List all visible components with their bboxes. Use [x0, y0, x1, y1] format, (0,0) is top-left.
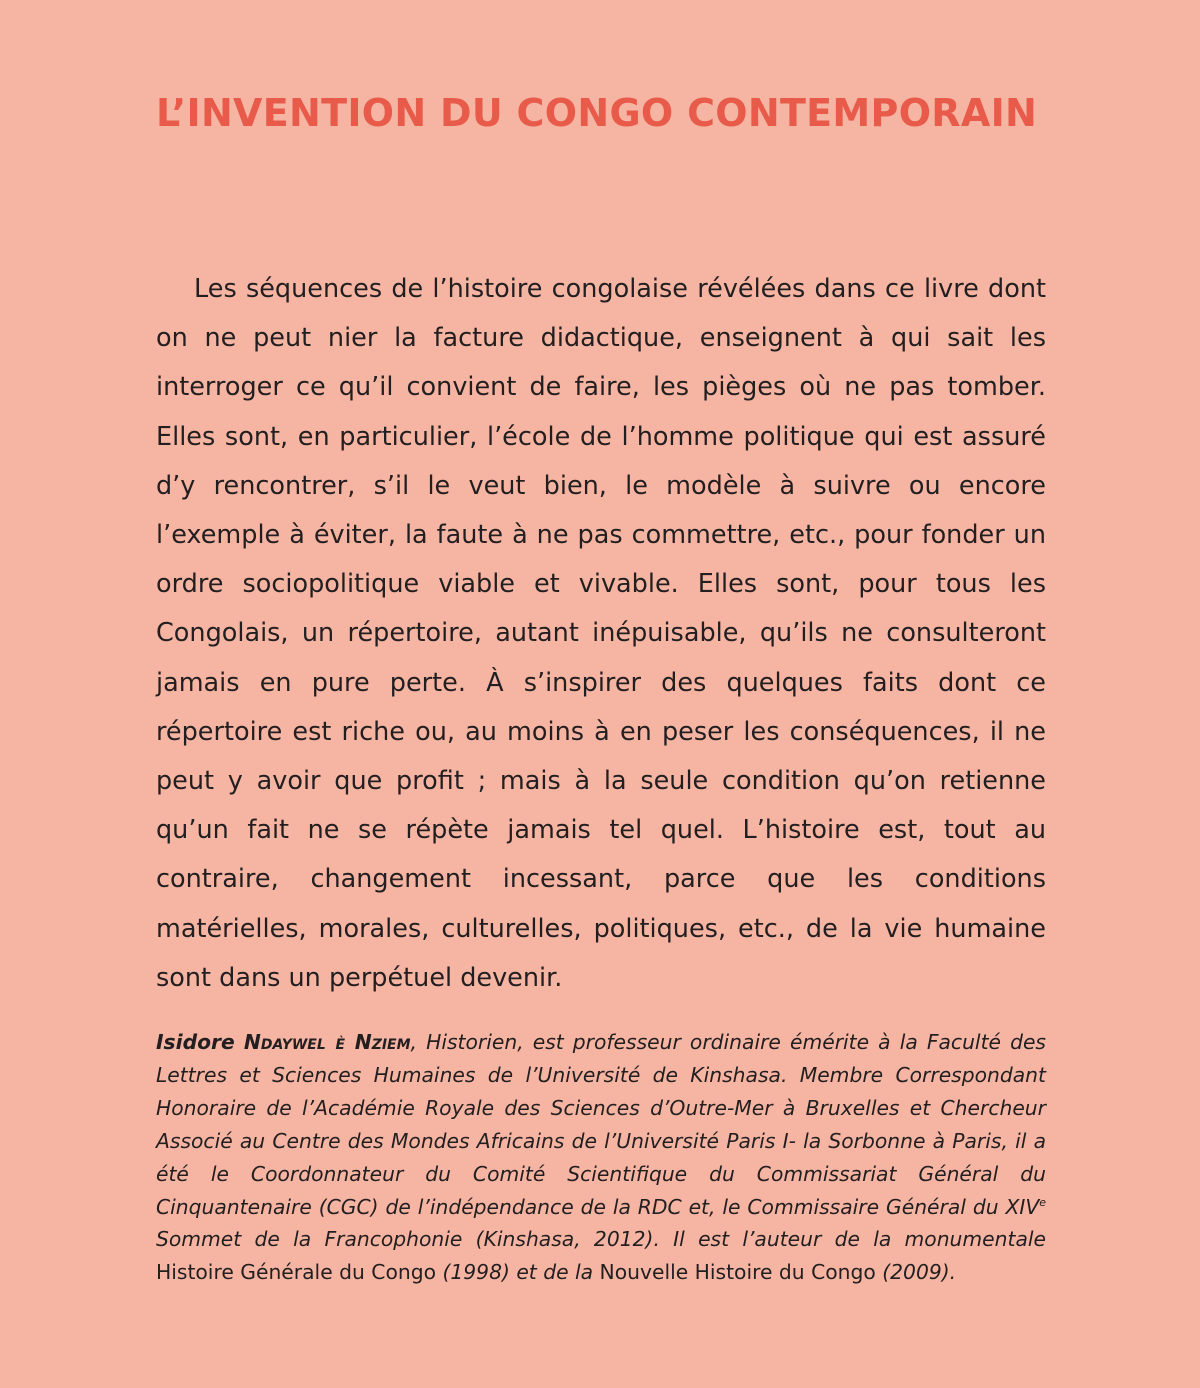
bio-text-2: Sommet de la Francophonie (Kinshasa, 2012). Il est l’auteur de la monumentale: [156, 1227, 1046, 1252]
bio-text-4: (2009).: [875, 1260, 957, 1285]
book-title-nouvelle-histoire: Nouvelle Histoire du Congo: [599, 1260, 876, 1285]
blurb-paragraph: Les séquences de l’histoire congolaise révélées dans ce livre dont on ne peut nier la facture didactique, enseignent à qui sait les interroger ce qu’il convient de faire, les pièges où ne pas tomber. Elles sont, en particulier, l’école de l’homme politique qui est assuré d’y rencontrer, s’il le veut bien, le modèle à suivre ou encore l’exemple à éviter, la faute à ne pas commettre, etc., pour fonder un ordre sociopolitique viable et vivable. Elles sont, pour tous les Congolais, un répertoire, autant inépuisable, qu’ils ne consulteront jamais en pure perte. À s’inspirer des quelques faits dont ce répertoire est riche ou, au moins à en peser les conséquences, il ne peut y avoir que profit ; mais à la seule condition qu’on retienne qu’un fait ne se répète jamais tel quel. L’histoire est, tout au contraire, changement incessant, parce que les conditions matérielles, morales, culturelles, politiques, etc., de la vie humaine sont dans un perpétuel devenir.: [156, 274, 1046, 993]
author-first-name: Isidore: [156, 1030, 235, 1054]
bio-superscript: e: [1039, 1195, 1046, 1209]
bio-text-1: , Historien, est professeur ordinaire émérite à la Faculté des Lettres et Sciences Humaines de l’Université de Kinshasa. Membre Correspondant Honoraire de l’Académie Royale des Sciences d’Outre-Mer à Bruxelles et Chercheur Associé au Centre des Mondes Africains de l’Université Paris I- la Sorbonne à Paris, il a été le Coordonnateur du Comité Scientifique du Commissariat Général du Cinquantenaire (CGC) de l’indépendance de la RDC et, le Commissaire Général du XIV: [156, 1030, 1046, 1219]
author-bio: [156, 1026, 1046, 1289]
book-title-histoire-generale: Histoire Générale du Congo: [156, 1260, 436, 1285]
bio-text-3: (1998) et de la: [436, 1260, 600, 1285]
author-last-name: Ndaywel è Nziem: [243, 1030, 411, 1054]
book-title: L’INVENTION DU CONGO CONTEMPORAIN: [156, 91, 1038, 135]
